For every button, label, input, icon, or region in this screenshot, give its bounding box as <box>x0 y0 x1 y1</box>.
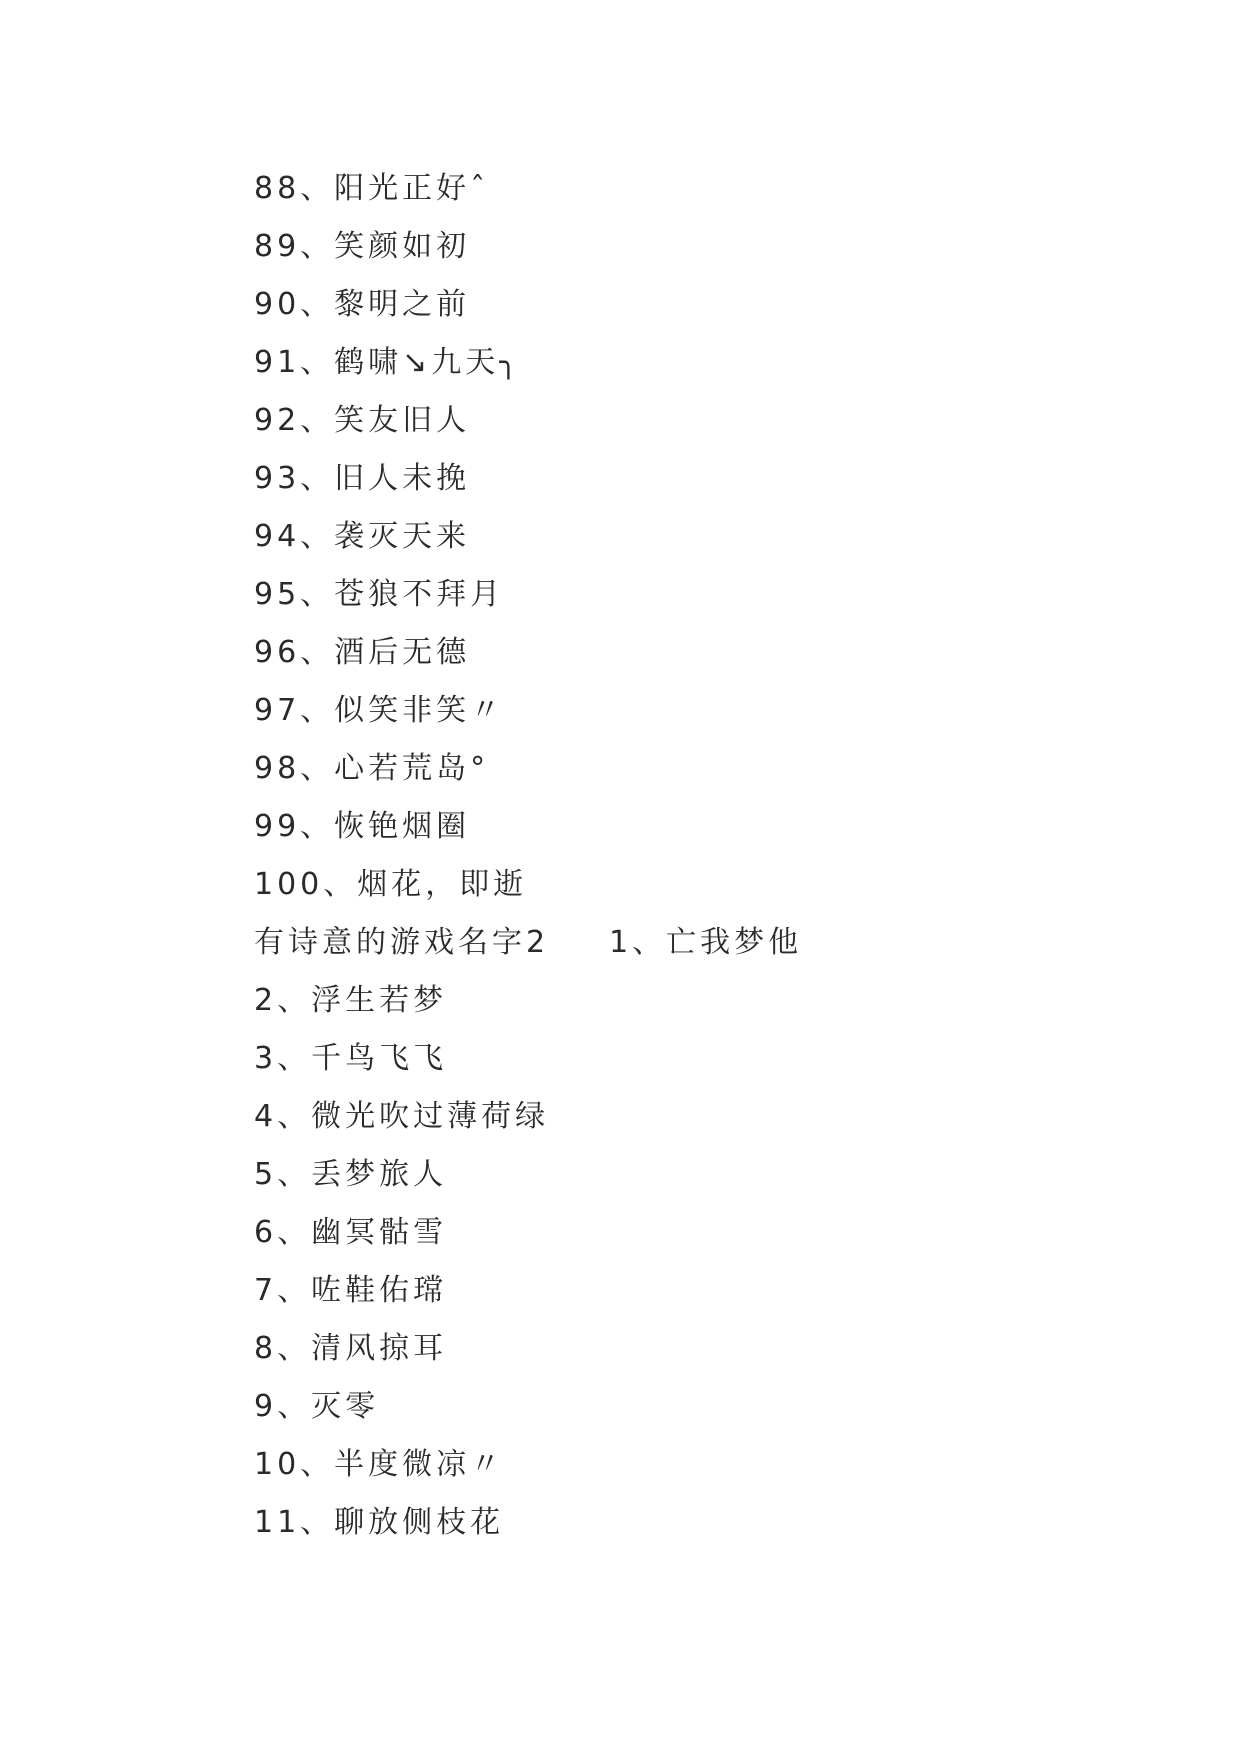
list-item: 89、笑颜如初 <box>254 229 471 264</box>
list-item: 7、咗鞋佑瑺 <box>254 1273 448 1308</box>
list-item: 97、似笑非笑〃 <box>254 693 505 728</box>
list-item: 91、鹤啸↘九天╮ <box>254 345 522 380</box>
list-item: 93、旧人未挽 <box>254 461 471 496</box>
list-item: 11、聊放侧枝花 <box>254 1505 505 1540</box>
list-item: 100、烟花，即逝 <box>254 867 528 902</box>
list-item: 3、千鸟飞飞 <box>254 1041 448 1076</box>
list-item: 90、黎明之前 <box>254 287 471 322</box>
list-item: 88、阳光正好ˆ <box>254 171 490 206</box>
list-item: 5、丢梦旅人 <box>254 1157 448 1192</box>
list-item: 96、酒后无德 <box>254 635 471 670</box>
list-item: 9、灭零 <box>254 1389 380 1424</box>
document-body <box>254 160 1114 1552</box>
list-item: 1、亡我梦他 <box>609 925 803 960</box>
list-item: 8、清风掠耳 <box>254 1331 448 1366</box>
list-item: 92、笑友旧人 <box>254 403 471 438</box>
list-item: 10、半度微凉〃 <box>254 1447 505 1482</box>
list-item: 94、袭灭天来 <box>254 519 471 554</box>
list-item: 98、心若荒岛° <box>254 751 490 786</box>
list-item: 2、浮生若梦 <box>254 983 448 1018</box>
list-item: 4、微光吹过薄荷绿 <box>254 1099 550 1134</box>
list-item: 99、恢铯烟圈 <box>254 809 471 844</box>
list-item: 6、幽冥骷雪 <box>254 1215 448 1250</box>
section-heading: 有诗意的游戏名字2 <box>254 925 550 960</box>
section-heading-line <box>254 914 1114 972</box>
list-item: 95、苍狼不拜月 <box>254 577 505 612</box>
